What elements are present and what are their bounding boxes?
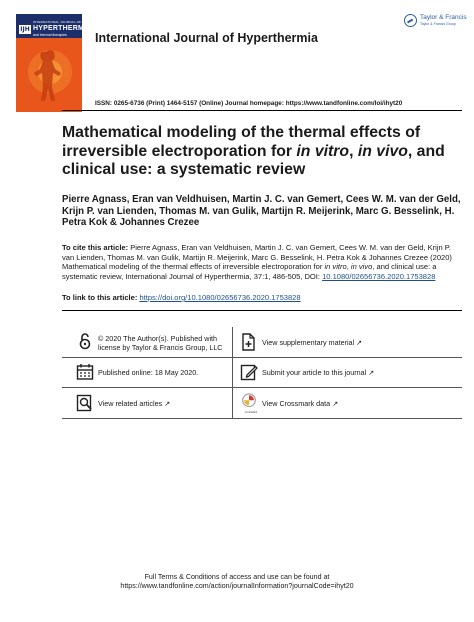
header-divider — [62, 110, 462, 111]
article-doi-url[interactable]: https://doi.org/10.1080/02656736.2020.1753828 — [139, 293, 301, 302]
box-row-divider — [62, 387, 462, 388]
citation-label: To cite this article: — [62, 243, 129, 252]
license-text: © 2020 The Author(s). Published with license by Taylor & Francis Group, LLC — [98, 334, 223, 352]
crossmark-icon-label: CrossMark — [244, 411, 258, 414]
box-column-divider — [232, 327, 233, 418]
submit-article-link[interactable]: Submit your article to this journal ↗ — [262, 368, 375, 377]
journal-title[interactable]: International Journal of Hyperthermia — [95, 31, 318, 45]
publisher-logo[interactable] — [404, 13, 467, 31]
citation-divider — [62, 310, 462, 311]
box-row-divider — [62, 357, 462, 358]
published-date: Published online: 18 May 2020. — [98, 368, 199, 377]
crossmark-icon — [240, 393, 258, 411]
external-link-icon: ↗ — [368, 370, 375, 377]
external-link-icon: ↗ — [356, 340, 363, 347]
doi-link[interactable]: 10.1080/02656736.2020.1753828 — [322, 271, 436, 281]
footer-terms-url[interactable]: https://www.tandfonline.com/action/journalInformation?journalCode=ihyt20 — [120, 582, 354, 591]
open-access-icon — [76, 332, 94, 350]
journal-cover-image — [16, 14, 92, 112]
article-authors: Pierre Agnass, Eran van Veldhuisen, Martin J. C. van Gemert, Cees W. M. van der Geld, Krijn P. van Lienden, Thomas M. van Gulik, Martijn R. Meijerink, Marc G. Besselink, H. Petra Kok & Johannes Crezee — [62, 194, 461, 229]
pencil-edit-icon — [240, 363, 258, 381]
article-info-box — [62, 327, 462, 419]
footer-terms-text: Full Terms & Conditions of access and use can be found at — [144, 573, 330, 581]
box-bottom-border — [62, 418, 462, 419]
publisher-logo-subtext: Taylor & Francis Group — [420, 22, 456, 26]
article-link-line — [62, 293, 301, 302]
article-link-label: To link to this article: — [62, 293, 140, 302]
cover-subtitle: and thermal therapies — [33, 33, 67, 37]
issn-homepage-line: ISSN: 0265-6736 (Print) 1464-5157 (Online) Journal homepage: https://www.tandfonline.com/loi/ihyt20 — [95, 100, 403, 107]
related-articles-link[interactable]: View related articles ↗ — [98, 399, 171, 408]
cover-big-title: HYPERTHERMIA — [33, 25, 92, 32]
cover-logo: IJH — [20, 26, 30, 33]
external-link-icon: ↗ — [164, 401, 171, 408]
document-add-icon — [240, 333, 258, 351]
supplementary-link[interactable]: View supplementary material ↗ — [262, 338, 363, 347]
crossmark-link[interactable]: View Crossmark data ↗ — [262, 399, 339, 408]
citation-block: To cite this article: Pierre Agnass, Eran van Veldhuisen, Martin J. C. van Gemert, Cees W. M. van der Geld, Krijn P. van Lienden, Thomas M. van Gulik, Martijn R. Meijerink, Marc G. Besselink, H. Petra Kok & Johannes Crezee (2020) Mathematical modeling of the thermal effects of irreversible electroporation for in vitro, in vivo, and clinical use: a systematic review, International Journal of Hyperthermia, 37:1, 486-505, DOI: 10.1080/02656736.2020.1753828 — [62, 243, 452, 281]
external-link-icon: ↗ — [332, 401, 339, 408]
related-articles-icon — [76, 394, 94, 412]
cover-figure-art — [16, 38, 82, 112]
publisher-logo-icon — [404, 14, 417, 27]
article-title: Mathematical modeling of the thermal effects of irreversible electroporation for in vitro, in vivo, and clinical use: a systematic review — [62, 124, 445, 179]
footer-terms — [0, 573, 474, 591]
cover-small-title: INTERNATIONAL JOURNAL OF — [33, 20, 82, 24]
publisher-logo-text: Taylor & Francis — [420, 14, 467, 21]
calendar-icon — [76, 363, 94, 381]
